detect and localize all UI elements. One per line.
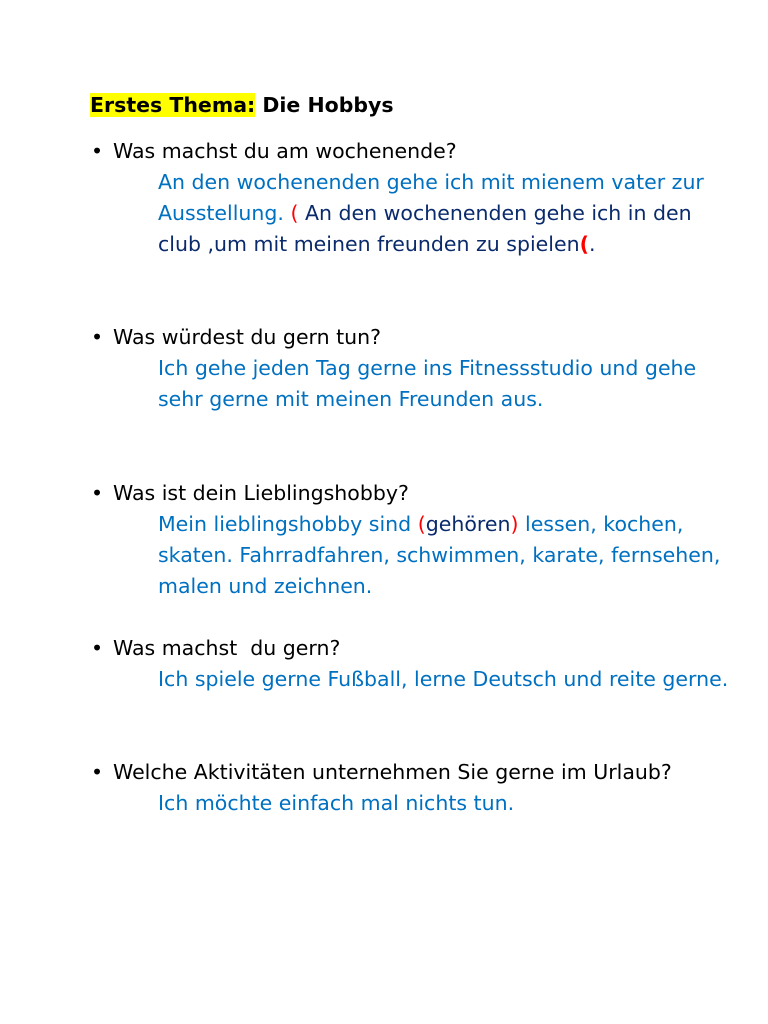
answer-alt-text: An den wochenenden gehe ich in den club ,um mit meinen freunden zu spielen: [158, 201, 692, 256]
question-text: Welche Aktivitäten unternehmen Sie gerne im Urlaub?: [113, 760, 672, 784]
title-highlight: Erstes Thema:: [90, 93, 256, 117]
bullet-icon: •: [90, 139, 104, 163]
answer-3: [90, 509, 730, 602]
qa-item-3: [90, 478, 730, 602]
question-5: [90, 757, 730, 788]
answer-text: Mein lieblingshobby sind: [158, 512, 412, 536]
answer-5: Ich möchte einfach mal nichts tun.: [158, 791, 515, 815]
question-2: [90, 322, 730, 353]
parenthesis-open: (: [290, 201, 299, 225]
answer-4: Ich spiele gerne Fußball, lerne Deutsch und reite gerne.: [158, 667, 729, 691]
qa-item-4: [90, 633, 730, 695]
qa-item-5: [90, 757, 730, 819]
qa-item-2: [90, 322, 730, 415]
question-text: Was ist dein Lieblingshobby?: [113, 481, 409, 505]
question-3: [90, 478, 730, 509]
bullet-icon: •: [90, 760, 104, 784]
answer-word: gehören: [425, 512, 511, 536]
bullet-icon: •: [90, 636, 104, 660]
parenthesis-close: ): [510, 512, 519, 536]
parenthesis-close: (: [579, 232, 589, 256]
question-text: Was machst du am wochenende?: [113, 139, 457, 163]
question-4: [90, 633, 730, 664]
question-text: Was machst du gern?: [113, 636, 341, 660]
answer-text-cont: lessen, kochen, skaten. Fahrradfahren, schwimmen, karate, fernsehen, malen und zeichnen.: [158, 512, 721, 598]
question-text: Was würdest du gern tun?: [113, 325, 382, 349]
bullet-icon: •: [90, 481, 104, 505]
parenthesis-open: (: [417, 512, 426, 536]
bullet-icon: •: [90, 325, 104, 349]
answer-2: Ich gehe jeden Tag gerne ins Fitnessstudio und gehe sehr gerne mit meinen Freunden aus.: [158, 356, 697, 411]
question-1: [90, 136, 730, 167]
qa-item-1: [90, 136, 730, 260]
answer-text: An den wochenenden gehe ich mit mienem vater zur Ausstellung.: [158, 170, 704, 225]
title-topic: Die Hobbys: [262, 93, 394, 117]
answer-1: [90, 167, 730, 260]
page-title: [90, 90, 394, 121]
answer-period: .: [588, 232, 596, 256]
